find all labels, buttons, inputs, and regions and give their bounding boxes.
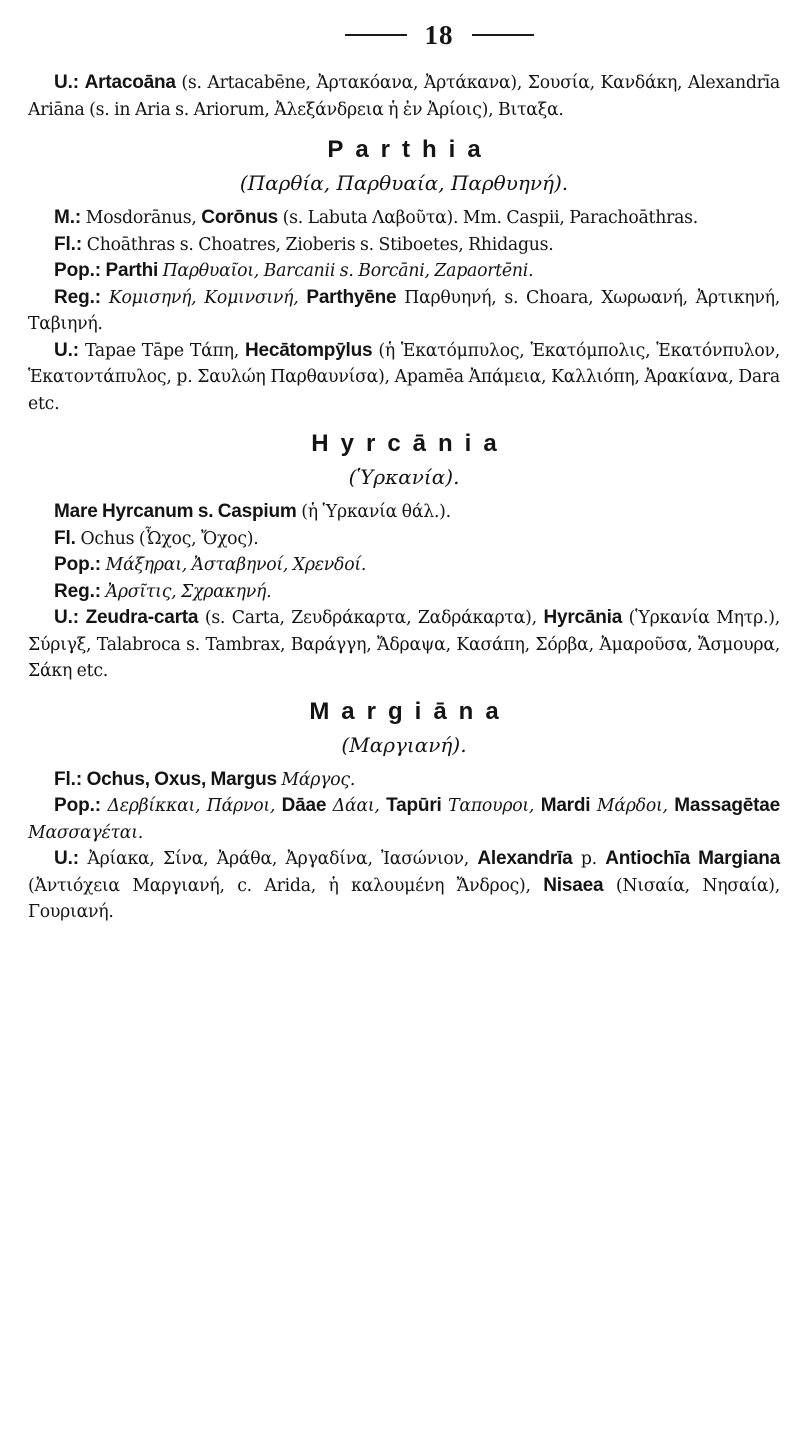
margiana-cities-entry — [28, 846, 780, 926]
hyrcania-cities-entry — [28, 605, 780, 685]
entry-text: Mosdorānus, — [81, 208, 202, 228]
entry-text: Δερβίκκαι, Πάρνοι, — [101, 796, 282, 816]
entry-key: M.: — [54, 207, 82, 228]
entry-key: U.: — [54, 848, 80, 869]
entry-text: p. — [572, 849, 606, 869]
entry-emph: Parthyēne — [306, 286, 397, 308]
entry-key: Pop.: — [54, 554, 101, 575]
parthia-regions-entry — [28, 285, 780, 338]
hyrcania-peoples-entry — [28, 552, 780, 579]
entry-emph: Mare Hyrcanum s. Caspium — [54, 501, 297, 522]
section-subtitle-parthia: (Παρθία, Παρθυαία, Παρθυηνή). — [239, 171, 569, 195]
entry-text: Choāthras s. Choatres, Zioberis s. Stiboetes, Rhidagus. — [82, 234, 554, 255]
entry-emph: Nisaea — [543, 874, 604, 896]
entry-text: (s. Artacabēne, Ἀρτακόανα, Ἀρτάκανα), Σουσία, Κανδάκη, Alexandrīa Ariāna (s. in Aria s. Ariorum, Ἀλεξάνδρεια ἡ ἐν Ἀρίοις), Βιταξα. — [28, 73, 780, 120]
entry-text: Ἀρσῖτις, Σχρακηνή. — [101, 581, 272, 602]
section-title-hyrcania: Hyrcānia — [311, 430, 509, 457]
entry-text: (Ἀντιόχεια Μαργιανή, c. Arida, ἡ καλουμένη Ἄνδρος), — [28, 875, 544, 896]
hyrcania-rivers-entry — [28, 526, 780, 553]
entry-emph: Tapūri — [386, 795, 442, 816]
entry-text: (ἡ Ἑκατόμπυλος, Ἑκατόμπολις, Ἑκατόνπυλον, Ἑκατοντάπυλος, p. Σαυλώη Παρθαυνίσα), Apamēa Ἀπάμεια, Καλλιόπη, Ἀρακίανα, Dara etc. — [28, 340, 780, 414]
entry-key: Pop.: — [54, 795, 101, 816]
header-rule-left — [345, 34, 407, 36]
entry-emph: Ochus, Oxus, Margus — [82, 768, 282, 790]
page-header — [28, 0, 780, 70]
entry-text: (Νισαία, Νησαία), Γουριανή. — [28, 875, 781, 922]
entry-key: Reg.: — [54, 286, 102, 308]
parthia-cities-entry — [28, 338, 780, 418]
entry-emph: Massagētae — [674, 795, 780, 816]
entry-key: Fl.: — [54, 233, 83, 255]
entry-text: Μασσαγέται. — [28, 822, 143, 843]
entry-emph: Hyrcānia — [543, 607, 623, 628]
book-page — [28, 0, 780, 1451]
parthia-peoples-entry — [28, 258, 780, 285]
entry-emph: Hecātompȳlus — [244, 339, 373, 361]
entry-text: Παρθυαῖοι, Barcanii s. Borcāni, Zapaortēni. — [162, 261, 534, 281]
entry-text: Κομισηνή, Κομινσινή, — [101, 287, 307, 308]
entry-text: Παρθυηνή, s. Choara, Χωρωανή, Ἀρτικηνή, Ταβιηνή. — [28, 287, 780, 334]
entry-key: Fl. — [54, 527, 76, 549]
entry-text: Tapae Tāpe Τάπη, — [79, 340, 245, 361]
entry-text: Ταπουροι, — [441, 796, 541, 816]
entry-text: Μάρδοι, — [590, 796, 675, 816]
entry-emph: Zeudra-carta — [85, 607, 199, 628]
margiana-rivers-entry — [28, 767, 780, 794]
entry-text: (ἡ Ὑρκανία θάλ.). — [296, 502, 451, 522]
header-rule-right — [472, 34, 534, 36]
entry-emph: Parthi — [101, 260, 163, 281]
entry-emph: Mardi — [540, 795, 591, 816]
entry-text: Μάργος. — [281, 769, 356, 790]
section-subtitle-hyrcania: (Ὑρκανία). — [348, 465, 460, 489]
entry-text: Δάαι, — [326, 796, 387, 816]
entry-text: (Ὑρκανία Μητρ.), Σύριγξ, Talabroca s. Tambrax, Βαράγγη, Ἄδραψα, Κασάπη, Σόρβα, Ἀμαροῦσα, Ἄσμουρα, Σάκη etc. — [28, 608, 780, 681]
entry-text: Ochus (Ὦχος, Ὄχος). — [75, 528, 259, 549]
section-subtitle-margiana: (Μαργιανή). — [341, 732, 467, 757]
entry-key: U.: — [54, 72, 80, 93]
entry-key: Pop.: — [54, 260, 101, 281]
entry-key: U.: — [54, 607, 80, 628]
parthia-mountains-entry — [28, 205, 780, 232]
hyrcania-sea-entry — [28, 499, 780, 526]
parthia-rivers-entry — [28, 232, 780, 259]
aria-cities-entry — [28, 70, 780, 123]
entry-emph: Antiochīa Margiana — [605, 848, 780, 869]
entry-text: (s. Labuta Λαβοῦτα). Mm. Caspii, Parachoāthras. — [278, 208, 699, 228]
section-title-parthia: Parthia — [327, 136, 493, 163]
entry-text: (s. Carta, Ζευδράκαρτα, Ζαδράκαρτα), — [198, 608, 544, 628]
entry-emph: Dāae — [281, 795, 327, 816]
entry-text: Μάξηραι, Ἀσταβηνοί, Χρενδοί. — [101, 555, 367, 575]
entry-emph: Alexandrīa — [477, 848, 573, 869]
section-title-margiana: Margiāna — [309, 697, 511, 725]
margiana-peoples-entry — [28, 793, 780, 846]
page-number: 18 — [424, 19, 454, 50]
entry-text: Ἀρίακα, Σίνα, Ἀράθα, Ἀργαδίνα, Ἰασώνιον, — [79, 849, 478, 869]
entry-emph: Artacoāna — [84, 72, 176, 93]
hyrcania-regions-entry — [28, 579, 780, 606]
entry-emph: Corōnus — [201, 207, 279, 228]
entry-key: Fl.: — [54, 768, 83, 790]
entry-key: U.: — [54, 339, 80, 361]
entry-key: Reg.: — [54, 580, 102, 602]
